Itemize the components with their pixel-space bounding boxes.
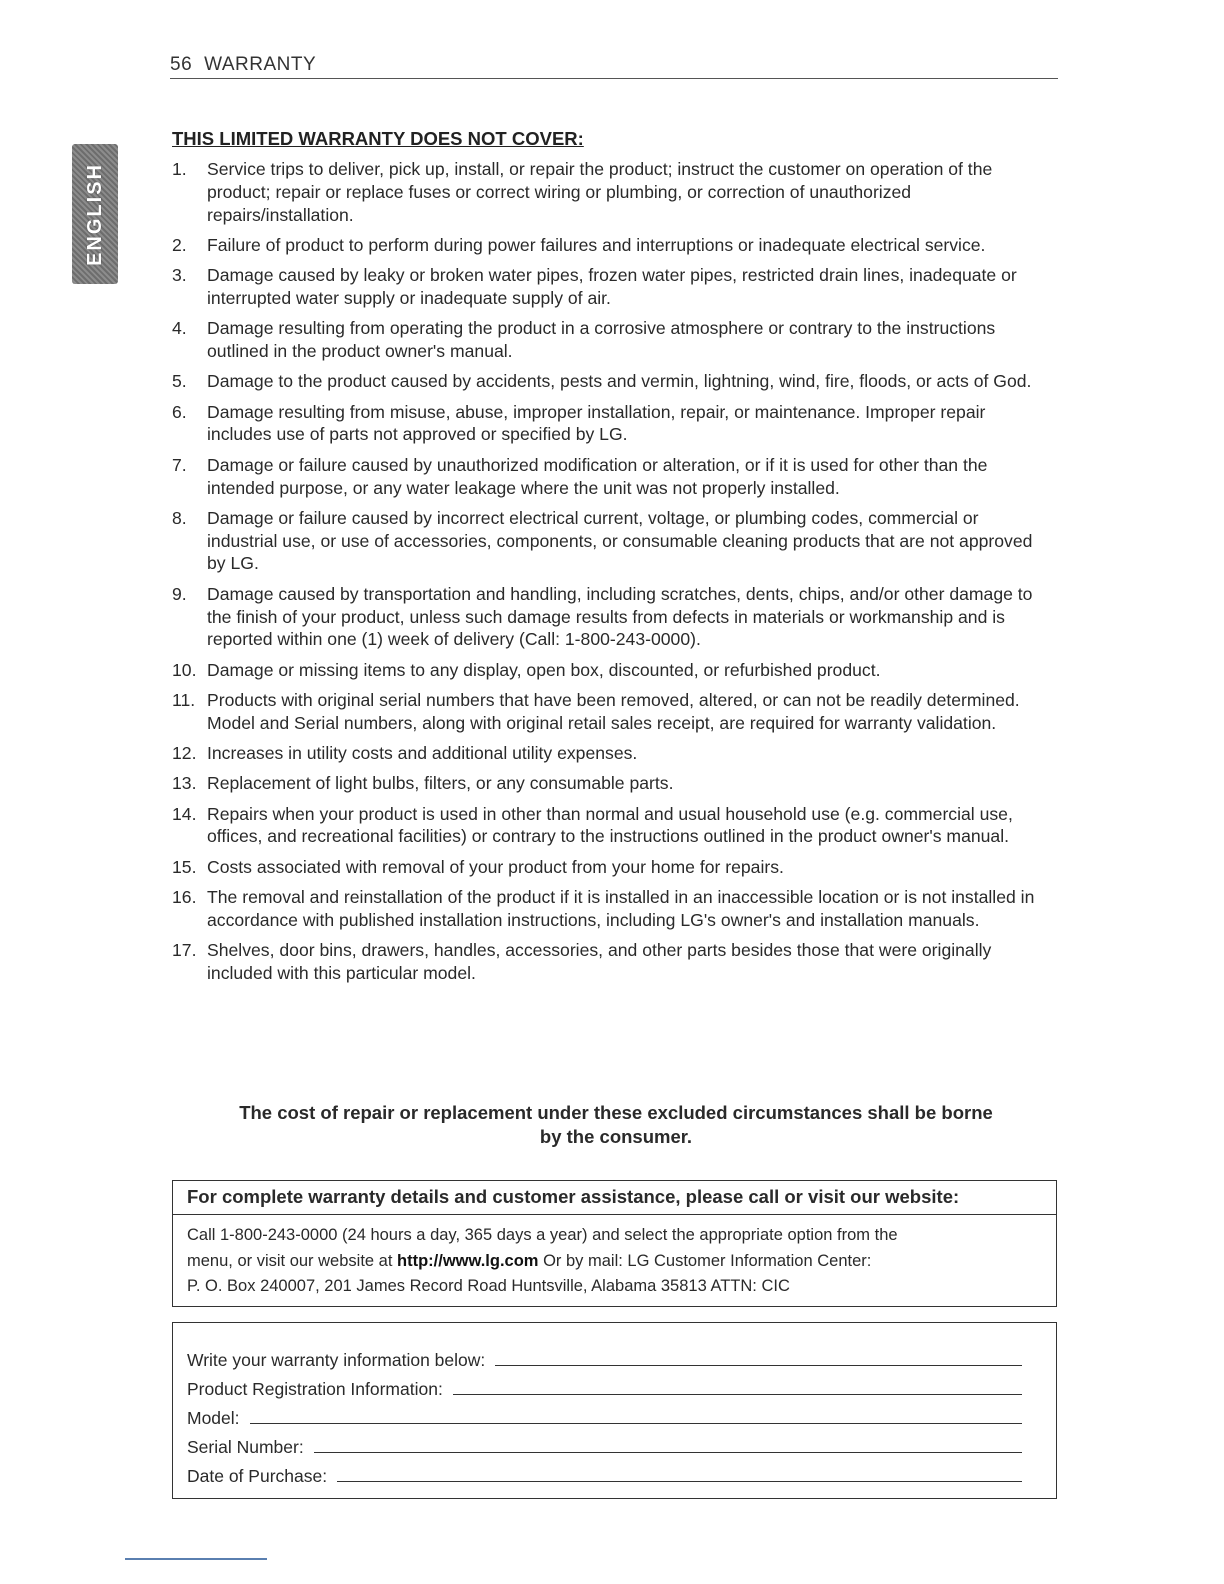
list-item-number: 4. (172, 318, 187, 339)
info-row-date (187, 1458, 1022, 1487)
list-item (172, 659, 1052, 682)
contact-line-2-before: menu, or visit our website at (187, 1251, 398, 1270)
language-side-tab (72, 144, 118, 284)
list-item-text: Service trips to deliver, pick up, install, or repair the product; instruct the customer on operation of the product; repair or replace fuses or correct wiring or plumbing, or correction of unauthorized repairs/installation. (207, 159, 993, 225)
list-item-number: 6. (172, 401, 187, 422)
contact-line-2-after: Or by mail: LG Customer Information Center: (538, 1251, 872, 1270)
cost-note-line-1: The cost of repair or replacement under these excluded circumstances shall be borne (239, 1102, 993, 1123)
write-in-line-date (337, 1481, 1022, 1482)
list-item-text: Damage caused by leaky or broken water pipes, frozen water pipes, restricted drain lines, inadequate or interrupted water supply or inadequate supply of air. (207, 265, 1017, 308)
list-item (172, 401, 1052, 447)
list-item-text: The removal and reinstallation of the product if it is installed in an inaccessible location or is not installed in accordance with published installation instructions, including LG's owner's and installation manuals. (207, 887, 1035, 930)
list-item-number: 8. (172, 507, 187, 528)
info-row-serial (187, 1429, 1022, 1458)
list-item-number: 16. (172, 887, 197, 908)
section-title: THIS LIMITED WARRANTY DOES NOT COVER: (172, 128, 584, 149)
list-item-number: 11. (172, 689, 196, 710)
list-item-number: 17. (172, 940, 197, 961)
list-item (172, 158, 1052, 226)
list-item-text: Damage resulting from operating the product in a corrosive atmosphere or contrary to the instructions outlined in the product owner's manual. (207, 318, 996, 362)
list-item-number: 5. (172, 371, 187, 392)
info-row-registration (187, 1371, 1022, 1400)
page-header (170, 54, 1058, 79)
list-item-text: Replacement of light bulbs, filters, or any consumable parts. (207, 773, 674, 794)
list-item (172, 583, 1052, 651)
list-item (172, 886, 1052, 932)
info-label-registration: Product Registration Information: (187, 1379, 443, 1399)
list-item-number: 7. (172, 454, 187, 475)
info-row-model (187, 1400, 1022, 1429)
list-item (172, 370, 1052, 393)
list-item-number: 1. (172, 159, 187, 179)
list-item-text: Increases in utility costs and additional utility expenses. (207, 743, 638, 764)
contact-line-1: Call 1-800-243-0000 (24 hours a day, 365 days a year) and select the appropriate option from the (187, 1226, 898, 1244)
list-item-text: Damage or failure caused by unauthorized modification or alteration, or if it is used for other than the intended purpose, or any water leakage where the unit was not properly installed. (207, 454, 988, 498)
contact-line-2 (187, 1249, 1044, 1275)
list-item (172, 317, 1052, 363)
list-item-number: 14. (172, 803, 197, 824)
header-section-title: WARRANTY (204, 54, 317, 75)
list-item (172, 234, 1052, 257)
language-tab-label: ENGLISH (83, 162, 106, 266)
info-label-model: Model: (187, 1408, 240, 1428)
list-item (172, 803, 1052, 849)
list-item-text: Damage caused by transportation and handling, including scratches, dents, chips, and/or other damage to the finish of your product, unless such damage results from defects in materials or workmanship and is reported within one (1) week of delivery (Call: 1-800-243-0000). (207, 583, 1033, 650)
list-item-number: 12. (172, 743, 197, 764)
page-number: 56 (170, 54, 193, 75)
info-label-serial: Serial Number: (187, 1437, 304, 1457)
list-item-number: 15. (172, 856, 197, 877)
list-item (172, 772, 1052, 795)
contact-box-body (173, 1215, 1056, 1300)
list-item-text: Damage to the product caused by accidents, pests and vermin, lightning, wind, fire, floods, or acts of God. (207, 371, 1032, 392)
list-item-number: 13. (172, 773, 197, 794)
list-item-text: Shelves, door bins, drawers, handles, accessories, and other parts besides those that were originally included with this particular model. (207, 940, 992, 983)
list-item (172, 689, 1052, 735)
list-item (172, 742, 1052, 765)
footer-rule (125, 1558, 267, 1560)
website-link[interactable]: http://www.lg.com (397, 1251, 539, 1270)
cost-note-line-2: by the consumer. (539, 1126, 693, 1147)
exclusion-list (172, 158, 1052, 992)
list-item (172, 507, 1052, 575)
write-in-line-model (250, 1423, 1022, 1424)
list-item-text: Failure of product to perform during power failures and interruptions or inadequate electrical service. (207, 234, 986, 255)
contact-box (172, 1180, 1057, 1307)
info-label-intro: Write your warranty information below: (187, 1350, 486, 1370)
write-in-line-registration (453, 1394, 1022, 1395)
list-item-text: Repairs when your product is used in other than normal and usual household use (e.g. commercial use, offices, and recreational facilities) or contrary to the instructions outlined in the product owner's manual. (207, 803, 1013, 847)
info-row-header (187, 1342, 1022, 1371)
write-in-line-intro (495, 1365, 1022, 1366)
list-item-number: 9. (172, 583, 187, 604)
list-item-number: 3. (172, 265, 187, 286)
contact-box-heading: For complete warranty details and customer assistance, please call or visit our website: (173, 1181, 1056, 1215)
list-item-number: 2. (172, 234, 187, 255)
list-item-text: Products with original serial numbers that have been removed, altered, or can not be readily determined. Model and Serial numbers, along with original retail sales receipt, are required for warranty validation. (207, 689, 1020, 733)
list-item-text: Damage or failure caused by incorrect electrical current, voltage, or plumbing codes, commercial or industrial use, or use of accessories, components, or consumable cleaning products that are not approved by LG. (207, 507, 1033, 574)
list-item-number: 10. (172, 659, 197, 680)
info-label-date: Date of Purchase: (187, 1466, 328, 1486)
contact-line-3: P. O. Box 240007, 201 James Record Road Huntsville, Alabama 35813 ATTN: CIC (187, 1277, 790, 1295)
list-item (172, 856, 1052, 879)
list-item (172, 264, 1052, 310)
list-item-text: Costs associated with removal of your product from your home for repairs. (207, 856, 784, 877)
write-in-line-serial (314, 1452, 1022, 1453)
list-item (172, 939, 1052, 985)
list-item (172, 454, 1052, 500)
warranty-info-box (172, 1322, 1057, 1499)
list-item-text: Damage resulting from misuse, abuse, improper installation, repair, or maintenance. Improper repair includes use of parts not approved or specified by LG. (207, 401, 986, 445)
list-item-text: Damage or missing items to any display, open box, discounted, or refurbished product. (207, 659, 881, 680)
cost-note (172, 1101, 1060, 1149)
